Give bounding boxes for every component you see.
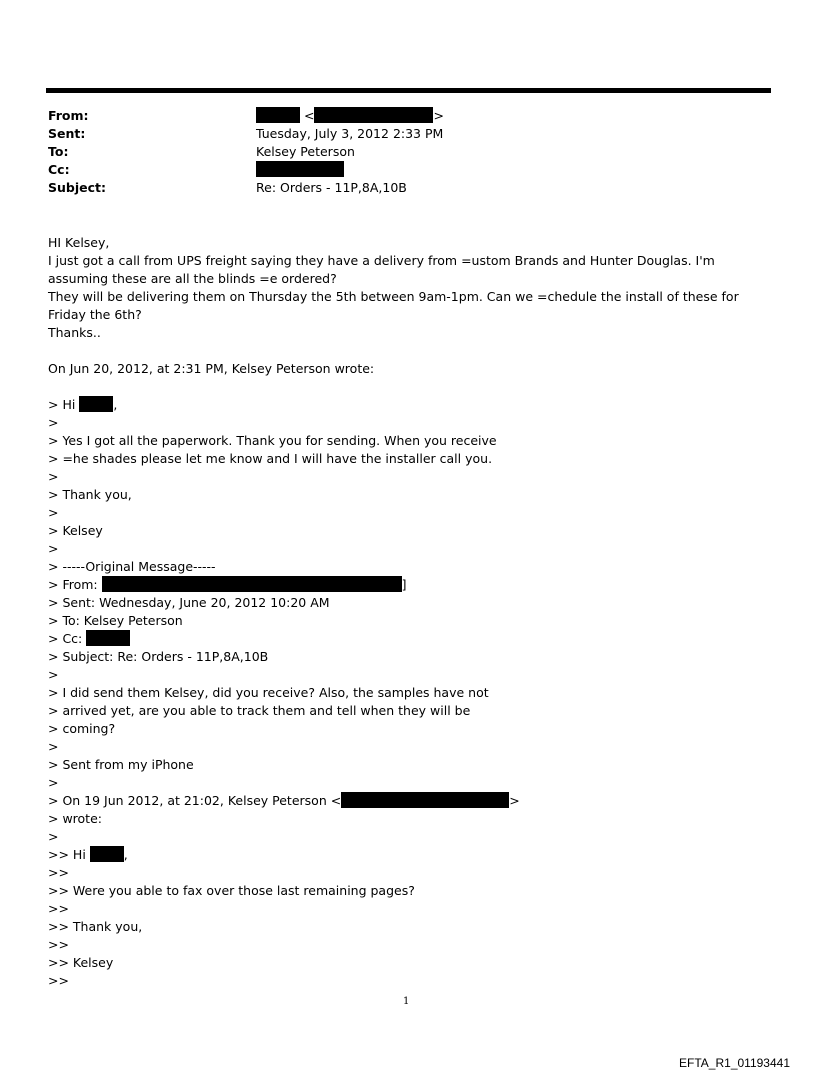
quoted-line: > [48, 469, 59, 484]
quoted-line: > [48, 739, 59, 754]
to-label: To: [48, 144, 69, 159]
quoted-line: > Sent from my iPhone [48, 757, 194, 772]
quoted-line: > [48, 775, 59, 790]
redaction-box [86, 630, 130, 646]
page-number: 1 [403, 996, 410, 1007]
quoted-line: >> Were you able to fax over those last remaining pages? [48, 883, 415, 898]
quoted-line: > [48, 415, 59, 430]
quoted-line: >> Hi , [48, 847, 128, 862]
subject-value: Re: Orders - 11P,8A,10B [256, 180, 407, 195]
from-value [256, 107, 444, 125]
quoted-line: > I did send them Kelsey, did you receive? Also, the samples have not [48, 685, 489, 700]
quoted-line: > Yes I got all the paperwork. Thank you for sending. When you receive [48, 433, 497, 448]
quoted-line: >> Kelsey [48, 955, 114, 970]
cc-value [256, 161, 344, 179]
body-paragraph-2: They will be delivering them on Thursday the 5th between 9am-1pm. Can we =chedule the install of these for Friday the 6th? [48, 289, 739, 322]
quoted-line: > Thank you, [48, 487, 132, 502]
reply-intro: On Jun 20, 2012, at 2:31 PM, Kelsey Peterson wrote: [48, 361, 375, 376]
from-label: From: [48, 108, 89, 123]
quoted-line: > Sent: Wednesday, June 20, 2012 10:20 AM [48, 595, 330, 610]
thanks-line: Thanks.. [48, 325, 101, 340]
sent-value: Tuesday, July 3, 2012 2:33 PM [256, 126, 444, 141]
quoted-line: > Kelsey [48, 523, 103, 538]
quoted-line: > Subject: Re: Orders - 11P,8A,10B [48, 649, 269, 664]
quoted-line: > [48, 667, 59, 682]
subject-label: Subject: [48, 180, 106, 195]
quoted-line: > arrived yet, are you able to track them and tell when they will be [48, 703, 471, 718]
quoted-line: > [48, 505, 59, 520]
to-value: Kelsey Peterson [256, 144, 355, 159]
header-rule [46, 88, 771, 93]
redaction-box [256, 161, 344, 177]
quoted-line: > wrote: [48, 811, 102, 826]
quoted-line: > coming? [48, 721, 116, 736]
redaction-box [256, 107, 300, 123]
quoted-line: > [48, 829, 59, 844]
quoted-line: >> [48, 865, 69, 880]
quoted-line: >> [48, 937, 69, 952]
document-id: EFTA_R1_01193441 [679, 1056, 790, 1070]
redaction-box [102, 576, 402, 592]
email-body [48, 234, 773, 990]
quoted-line: > On 19 Jun 2012, at 21:02, Kelsey Peterson < > [48, 793, 520, 808]
quoted-line: > [48, 541, 59, 556]
quoted-line: > To: Kelsey Peterson [48, 613, 183, 628]
redaction-box [314, 107, 433, 123]
redaction-box [341, 792, 509, 808]
quoted-line: >> [48, 973, 69, 988]
from-gt: > [433, 108, 444, 123]
from-lt: < [303, 108, 315, 123]
redaction-box [90, 846, 124, 862]
quoted-line: > =he shades please let me know and I will have the installer call you. [48, 451, 493, 466]
quoted-line: > -----Original Message----- [48, 559, 216, 574]
quoted-line: >> [48, 901, 69, 916]
body-paragraph-1: I just got a call from UPS freight saying they have a delivery from =ustom Brands and Hunter Douglas. I'm assuming these are all the blinds =e ordered? [48, 253, 715, 286]
greeting: HI Kelsey, [48, 235, 110, 250]
quoted-line: > Cc: [48, 630, 773, 648]
sent-label: Sent: [48, 126, 86, 141]
quoted-line: >> Thank you, [48, 919, 143, 934]
cc-label: Cc: [48, 162, 70, 177]
quoted-line: > Hi , [48, 397, 118, 412]
quoted-line: > From: ] [48, 577, 407, 592]
redaction-box [79, 396, 113, 412]
